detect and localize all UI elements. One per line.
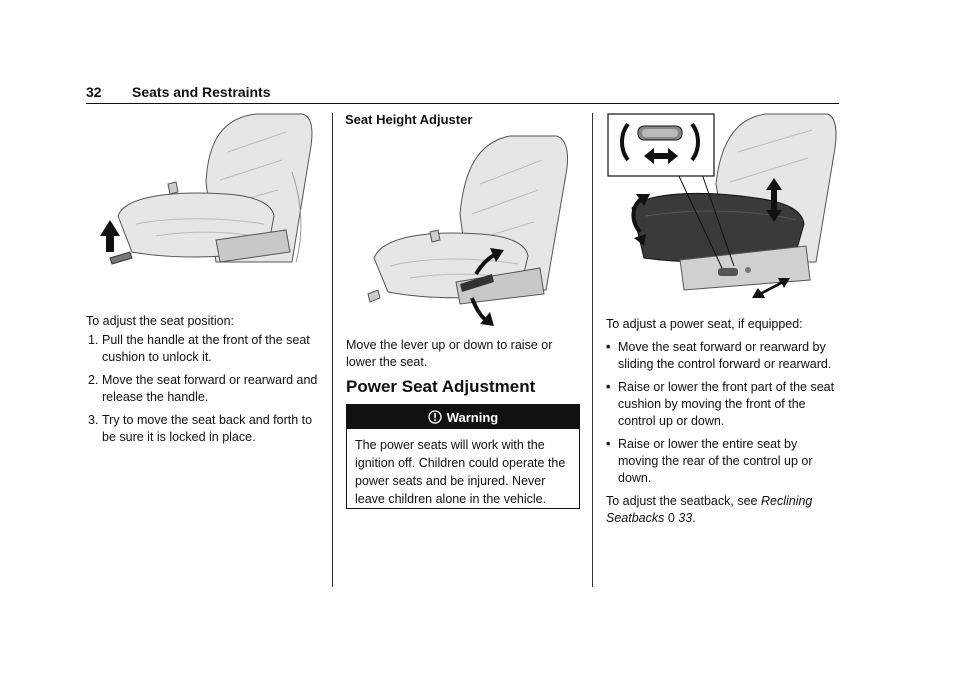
seatback-reference [606,493,840,527]
step-text: Move the seat forward or rearward and release the handle. [102,373,318,404]
seat-height-illustration [360,134,574,328]
bullet-item: • Move the seat forward or rearward by sliding the control forward or rearward. [606,339,840,373]
step-number: 3. [88,413,99,427]
page-ref-symbol: 0 [667,511,675,525]
step-number: 1. [88,333,99,347]
step-text: Try to move the seat back and forth to be sure it is locked in place. [102,413,313,444]
manual-seat-illustration [96,112,322,268]
step-item [86,372,322,406]
seat-height-subheading: Seat Height Adjuster [345,112,473,127]
header-rule [86,103,839,104]
power-seat-illustration [606,112,838,302]
power-seat-heading: Power Seat Adjustment [346,377,536,396]
power-seat-bullets [606,339,840,487]
step-text: Pull the handle at the front of the seat cushion to unlock it. [102,333,310,364]
reclining-seatbacks-link[interactable]: Reclining Seatbacks [606,494,813,525]
column-3-text [606,316,840,527]
adjust-intro: To adjust the seat position: [86,314,235,328]
lever-instructions: Move the lever up or down to raise or lower the seat. [346,338,553,369]
power-seat-intro: To adjust a power seat, if equipped: [606,317,803,331]
page-ref-period: . [692,511,696,525]
step-number: 2. [88,373,99,387]
page-ref-number[interactable]: 33 [678,511,693,525]
warning-title: Warning [446,409,499,425]
warning-text: The power seats will work with the ignition off. Children could operate the power seats and be injured. Never leave children alone in the vehicle. [355,438,566,506]
column-1-text [86,313,322,452]
page-header [86,84,839,106]
warning-icon [428,410,442,424]
bullet-item: • Raise or lower the entire seat by moving the rear of the control up or down. [606,436,840,487]
step-item [86,332,322,366]
bullet-item: • Raise or lower the front part of the seat cushion by moving the front of the control up or down. [606,379,840,430]
warning-bar [347,405,579,429]
step-item [86,412,322,446]
warning-box [346,404,580,509]
column-divider-2 [592,113,593,587]
adjust-steps [86,332,322,446]
page-number: 32 [86,84,102,100]
section-title: Seats and Restraints [132,84,271,100]
column-divider-1 [332,113,333,587]
seatback-text: To adjust the seatback, see [606,494,761,508]
